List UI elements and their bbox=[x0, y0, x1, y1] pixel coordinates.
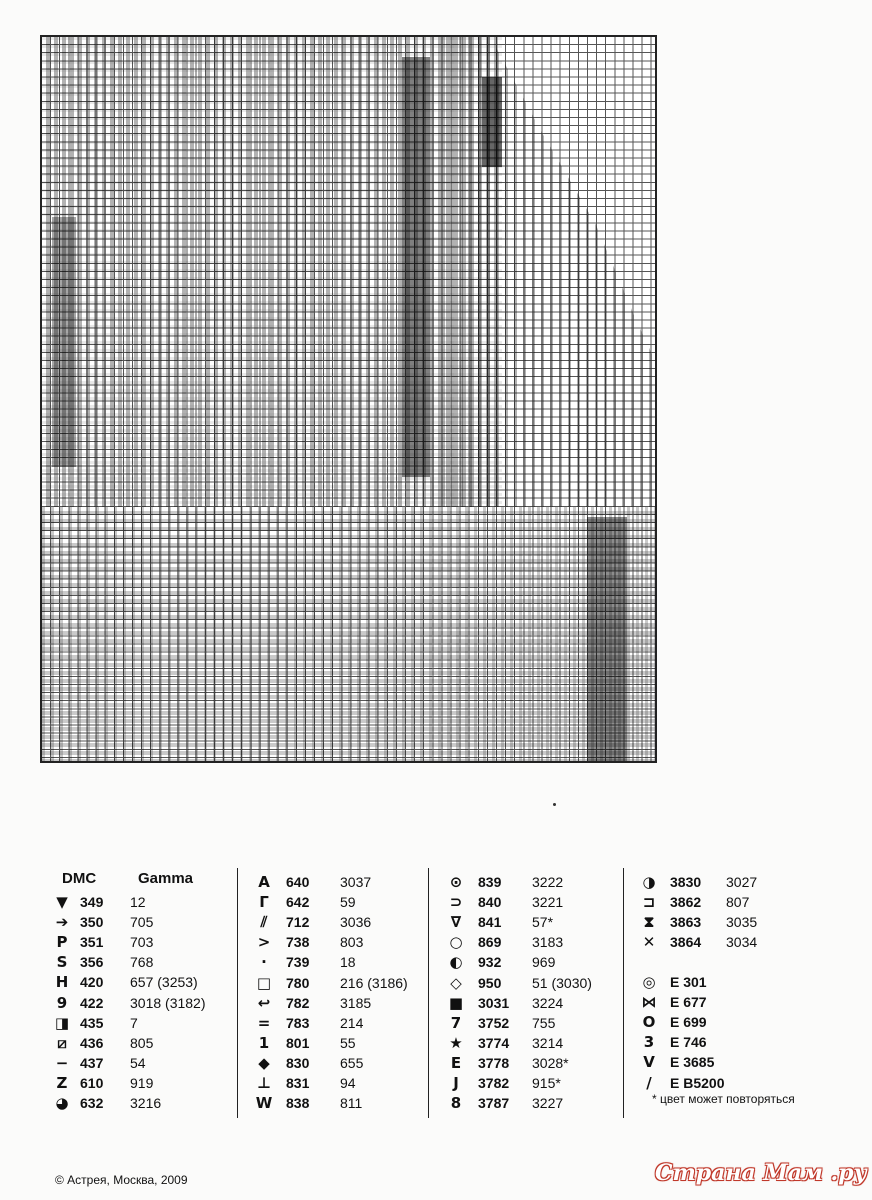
gamma-code: 3227 bbox=[532, 1095, 564, 1112]
gamma-code: 3183 bbox=[532, 934, 564, 951]
digit-7-icon: 7 bbox=[450, 1013, 462, 1032]
column-divider bbox=[237, 868, 238, 1118]
dmc-code: 351 bbox=[80, 934, 104, 951]
letter-w-icon: W bbox=[255, 1094, 273, 1113]
dmc-code: 422 bbox=[80, 994, 104, 1011]
column-divider bbox=[428, 868, 429, 1118]
pattern-dark-column bbox=[402, 57, 430, 477]
dot-icon: · bbox=[261, 953, 267, 972]
dmc-code: 3787 bbox=[478, 1095, 510, 1112]
dmc-code: 3782 bbox=[478, 1075, 510, 1091]
gamma-code: 59 bbox=[340, 894, 356, 911]
dmc-code: 801 bbox=[286, 1034, 310, 1051]
dash-icon: − bbox=[55, 1053, 69, 1072]
gamma-code: 12 bbox=[130, 894, 146, 910]
digit-8-icon: 8 bbox=[450, 1094, 462, 1113]
diamond-icon: ◆ bbox=[258, 1053, 270, 1072]
bowtie-icon: ⋈ bbox=[641, 993, 657, 1012]
dmc-code: 349 bbox=[80, 894, 104, 910]
quarter-circle-icon: ◕ bbox=[55, 1094, 69, 1112]
letter-a-icon: A bbox=[258, 873, 270, 891]
dmc-code: 610 bbox=[80, 1074, 104, 1091]
gamma-code: 657 (3253) bbox=[130, 974, 198, 991]
dmc-code: 3752 bbox=[478, 1014, 510, 1031]
half-circle-icon: ◐ bbox=[449, 953, 463, 972]
gamma-code: 3035 bbox=[726, 914, 758, 931]
gamma-code: 655 bbox=[340, 1054, 364, 1071]
dmc-code: 3862 bbox=[670, 894, 702, 911]
letter-p-icon: P bbox=[56, 933, 68, 952]
gamma-code: 755 bbox=[532, 1014, 556, 1031]
half-filled-square-icon: ◨ bbox=[54, 1013, 70, 1032]
blend-code: E 3685 bbox=[670, 1054, 715, 1071]
dmc-code: 640 bbox=[286, 874, 310, 890]
dmc-code: 3830 bbox=[670, 874, 702, 890]
dmc-code: 437 bbox=[80, 1054, 104, 1071]
gamma-code: 915* bbox=[532, 1075, 561, 1091]
gamma-code: 969 bbox=[532, 954, 556, 971]
dmc-code: 782 bbox=[286, 994, 310, 1011]
digit-9-icon: 9 bbox=[56, 993, 68, 1012]
letter-z-icon: Z bbox=[56, 1073, 68, 1092]
star-icon: ★ bbox=[449, 1033, 463, 1052]
gamma-code: 3224 bbox=[532, 994, 564, 1011]
letter-o-icon: O bbox=[642, 1013, 656, 1032]
gamma-code: 216 (3186) bbox=[340, 974, 408, 991]
pattern-region-lower bbox=[42, 507, 657, 763]
dmc-code: 3031 bbox=[478, 994, 510, 1011]
digit-1-icon: 1 bbox=[258, 1033, 270, 1052]
gamma-corner-icon: Γ bbox=[259, 893, 269, 912]
arrow-right-icon: ➔ bbox=[55, 913, 69, 932]
hourglass-icon: ⧗ bbox=[643, 913, 655, 932]
bullseye-icon: ◎ bbox=[642, 973, 656, 991]
stray-dot bbox=[553, 803, 556, 806]
slash-icon: / bbox=[646, 1073, 652, 1092]
letter-s-icon: S bbox=[56, 953, 68, 972]
hook-arrow-icon: ↩ bbox=[257, 993, 271, 1012]
pattern-region-stairs bbox=[442, 37, 657, 507]
gamma-code: 7 bbox=[130, 1014, 138, 1031]
gamma-code: 705 bbox=[130, 914, 154, 931]
dmc-code: 780 bbox=[286, 974, 310, 991]
triangle-down-icon: ▼ bbox=[56, 893, 68, 911]
up-tack-icon: ⊥ bbox=[257, 1074, 271, 1092]
dmc-code: 3774 bbox=[478, 1034, 510, 1051]
gamma-code: 51 (3030) bbox=[532, 974, 592, 991]
diamond-outline-icon: ◇ bbox=[450, 973, 462, 992]
footnote: * цвет может повторяться bbox=[652, 1092, 795, 1106]
equals-icon: = bbox=[257, 1013, 271, 1032]
nabla-icon: ∇ bbox=[450, 913, 462, 932]
slashed-square-icon: ⧄ bbox=[57, 1033, 67, 1052]
letter-h-icon: H bbox=[55, 973, 69, 992]
blend-code: E B5200 bbox=[670, 1074, 725, 1091]
cross-icon: ✕ bbox=[642, 933, 656, 952]
site-watermark: Страна Мам .ру bbox=[655, 1160, 867, 1186]
gamma-code: 807 bbox=[726, 894, 750, 911]
blend-code: E 699 bbox=[670, 1014, 707, 1031]
gamma-code: 3222 bbox=[532, 874, 564, 890]
copyright-text: © Астрея, Москва, 2009 bbox=[55, 1173, 188, 1187]
dmc-code: 350 bbox=[80, 914, 104, 931]
gamma-code: 803 bbox=[340, 934, 364, 951]
dmc-code: 356 bbox=[80, 954, 104, 971]
filled-square-icon: ■ bbox=[448, 993, 464, 1012]
blend-code: E 301 bbox=[670, 974, 707, 990]
circle-icon: ○ bbox=[449, 933, 463, 952]
square-bracket-icon: ⊐ bbox=[642, 893, 656, 912]
gamma-header: Gamma bbox=[138, 870, 194, 887]
gamma-code: 55 bbox=[340, 1034, 356, 1051]
pattern-dark-column-left bbox=[52, 217, 76, 467]
superset-icon: ⊃ bbox=[449, 893, 463, 912]
gamma-code: 805 bbox=[130, 1034, 154, 1051]
dmc-code: 739 bbox=[286, 954, 310, 971]
greater-than-icon: > bbox=[257, 933, 271, 952]
gamma-code: 3216 bbox=[130, 1095, 162, 1111]
pattern-region-upper bbox=[42, 37, 502, 507]
dmc-code: 712 bbox=[286, 914, 310, 931]
digit-3-icon: 3 bbox=[643, 1033, 655, 1052]
half-circle-right-icon: ◑ bbox=[642, 873, 656, 891]
dmc-code: 435 bbox=[80, 1014, 104, 1031]
dmc-code: 839 bbox=[478, 874, 502, 890]
circled-dot-icon: ⊙ bbox=[449, 873, 463, 891]
gamma-code: 3221 bbox=[532, 894, 564, 911]
empty-square-icon: □ bbox=[256, 973, 272, 992]
dmc-code: 3864 bbox=[670, 934, 702, 951]
dmc-code: 3863 bbox=[670, 914, 702, 931]
slashes-icon: ⫽ bbox=[260, 913, 268, 932]
gamma-code: 768 bbox=[130, 954, 154, 971]
dmc-code: 840 bbox=[478, 894, 502, 911]
letter-e-icon: E bbox=[450, 1053, 462, 1072]
gamma-code: 18 bbox=[340, 954, 356, 971]
pattern-dark-block-top bbox=[482, 77, 502, 167]
gamma-code: 3027 bbox=[726, 874, 758, 890]
dmc-code: 950 bbox=[478, 974, 502, 991]
gamma-code: 919 bbox=[130, 1074, 154, 1091]
gamma-code: 703 bbox=[130, 934, 154, 951]
gamma-code: 3037 bbox=[340, 874, 372, 890]
dmc-header: DMC bbox=[62, 870, 97, 887]
blend-code: E 746 bbox=[670, 1034, 707, 1051]
gamma-code: 94 bbox=[340, 1075, 356, 1091]
dmc-code: 932 bbox=[478, 954, 502, 971]
dmc-code: 869 bbox=[478, 934, 502, 951]
gamma-code: 3018 (3182) bbox=[130, 994, 206, 1011]
gamma-code: 54 bbox=[130, 1054, 146, 1071]
gamma-code: 811 bbox=[340, 1095, 363, 1112]
dmc-code: 436 bbox=[80, 1034, 104, 1051]
dmc-code: 841 bbox=[478, 914, 502, 931]
dmc-code: 632 bbox=[80, 1095, 104, 1111]
gamma-code: 214 bbox=[340, 1014, 364, 1031]
dmc-code: 783 bbox=[286, 1014, 310, 1031]
gamma-code: 3028* bbox=[532, 1054, 569, 1071]
gamma-code: 57* bbox=[532, 914, 554, 931]
dmc-code: 642 bbox=[286, 894, 310, 911]
dmc-code: 3778 bbox=[478, 1054, 510, 1071]
letter-j-icon: J bbox=[453, 1074, 459, 1092]
gamma-code: 3185 bbox=[340, 994, 372, 1011]
gamma-code: 3214 bbox=[532, 1034, 564, 1051]
cross-stitch-pattern-grid bbox=[40, 35, 657, 763]
column-divider bbox=[623, 868, 624, 1118]
pattern-dark-block bbox=[587, 517, 627, 763]
gamma-code: 3034 bbox=[726, 934, 758, 951]
dmc-code: 420 bbox=[80, 974, 104, 991]
gamma-code: 3036 bbox=[340, 914, 372, 931]
dmc-code: 831 bbox=[286, 1075, 310, 1091]
letter-v-icon: V bbox=[643, 1053, 655, 1072]
dmc-code: 838 bbox=[286, 1095, 310, 1112]
dmc-code: 738 bbox=[286, 934, 310, 951]
dmc-code: 830 bbox=[286, 1054, 310, 1071]
blend-code: E 677 bbox=[670, 994, 707, 1011]
